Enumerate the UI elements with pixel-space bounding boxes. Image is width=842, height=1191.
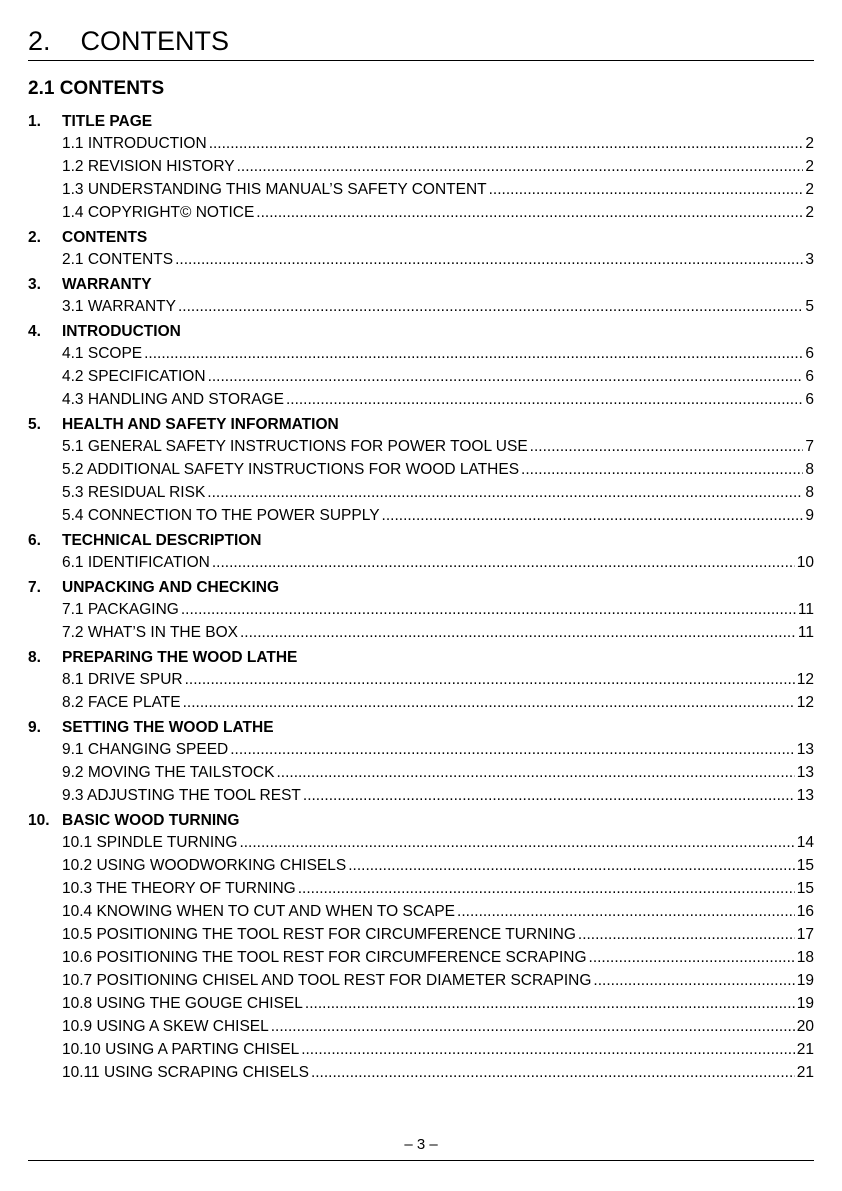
toc-entry-page-number: 13 <box>796 764 814 781</box>
toc-entry-label: 10.3 THE THEORY OF TURNING <box>62 880 296 897</box>
toc-entry[interactable] <box>62 179 814 202</box>
toc-entry[interactable] <box>62 343 814 366</box>
toc-entry-leader-dots <box>230 739 795 761</box>
toc-entry-page-number: 2 <box>805 158 814 175</box>
toc-entry-label: 7.2 WHAT’S IN THE BOX <box>62 624 238 641</box>
toc-entry-page-number: 19 <box>796 972 814 989</box>
toc-entry[interactable] <box>62 505 814 528</box>
toc-entry[interactable] <box>62 901 814 924</box>
toc-group-title: INTRODUCTION <box>62 323 181 340</box>
toc-entry[interactable] <box>62 156 814 179</box>
toc-entry-leader-dots <box>209 133 804 155</box>
toc-entry-leader-dots <box>175 249 803 271</box>
toc-entry[interactable] <box>62 133 814 156</box>
toc-entry-page-number: 13 <box>796 741 814 758</box>
toc-entry-page-number: 15 <box>796 880 814 897</box>
toc-entry-label: 1.3 UNDERSTANDING THIS MANUAL’S SAFETY CONTENT <box>62 181 487 198</box>
toc-entry[interactable] <box>62 622 814 645</box>
toc-group <box>28 111 814 225</box>
toc-group-header[interactable] <box>28 530 814 552</box>
toc-entry-leader-dots <box>521 459 803 481</box>
toc-entry-leader-dots <box>144 343 803 365</box>
toc-group-title: WARRANTY <box>62 276 152 293</box>
toc-entry-leader-dots <box>207 482 803 504</box>
toc-entry-label: 5.2 ADDITIONAL SAFETY INSTRUCTIONS FOR WOOD LATHES <box>62 461 520 478</box>
toc-entry[interactable] <box>62 552 814 575</box>
toc-entry-label: 6.1 IDENTIFICATION <box>62 554 210 571</box>
toc-entry-page-number: 8 <box>805 484 814 501</box>
toc-entry-page-number: 13 <box>796 787 814 804</box>
toc-entry-label: 10.2 USING WOODWORKING CHISELS <box>62 857 347 874</box>
toc-entry[interactable] <box>62 739 814 762</box>
toc-entry-leader-dots <box>271 1016 795 1038</box>
toc-entry-label: 10.7 POSITIONING CHISEL AND TOOL REST FOR DIAMETER SCRAPING <box>62 972 592 989</box>
toc-entry-page-number: 7 <box>805 438 814 455</box>
toc-entry[interactable] <box>62 993 814 1016</box>
toc-entry-page-number: 6 <box>805 391 814 408</box>
toc-entry-page-number: 11 <box>797 624 814 641</box>
toc-entry-label: 4.2 SPECIFICATION <box>62 368 206 385</box>
toc-entry-label: 3.1 WARRANTY <box>62 298 176 315</box>
toc-entry[interactable] <box>62 202 814 225</box>
toc-group-header[interactable] <box>28 321 814 343</box>
toc-entry-label: 9.1 CHANGING SPEED <box>62 741 229 758</box>
section-title: 2.1 CONTENTS <box>28 78 165 99</box>
toc-entry-leader-dots <box>240 622 796 644</box>
toc-entry[interactable] <box>62 296 814 319</box>
toc-group <box>28 647 814 715</box>
toc-entry-leader-dots <box>208 366 804 388</box>
toc-group-number: 8. <box>28 649 41 666</box>
toc-entry-leader-dots <box>578 924 795 946</box>
toc-entry-label: 7.1 PACKAGING <box>62 601 179 618</box>
toc-entry-page-number: 14 <box>796 834 814 851</box>
toc-group-title: TITLE PAGE <box>62 113 153 130</box>
toc-entry-page-number: 2 <box>805 181 814 198</box>
toc-entry[interactable] <box>62 249 814 272</box>
toc-entry-label: 1.1 INTRODUCTION <box>62 135 207 152</box>
toc-group-title: PREPARING THE WOOD LATHE <box>62 649 298 666</box>
toc-group-number: 10. <box>28 812 50 829</box>
toc-group-header[interactable] <box>28 577 814 599</box>
toc-entry[interactable] <box>62 692 814 715</box>
toc-group-title: BASIC WOOD TURNING <box>62 812 240 829</box>
page-number-footer: – 3 – <box>404 1136 438 1153</box>
toc-entry-page-number: 18 <box>796 949 814 966</box>
toc-entry-leader-dots <box>530 436 804 458</box>
toc-group-number: 2. <box>28 229 41 246</box>
toc-group-number: 5. <box>28 416 41 433</box>
toc-entry-leader-dots <box>286 389 803 411</box>
toc-entry[interactable] <box>62 878 814 901</box>
toc-entry-label: 10.4 KNOWING WHEN TO CUT AND WHEN TO SCAPE <box>62 903 456 920</box>
toc-group <box>28 810 814 1085</box>
toc-group <box>28 274 814 319</box>
toc-entry-label: 10.6 POSITIONING THE TOOL REST FOR CIRCUMFERENCE SCRAPING <box>62 949 587 966</box>
toc-entry-label: 4.1 SCOPE <box>62 345 143 362</box>
toc-entry-label: 4.3 HANDLING AND STORAGE <box>62 391 284 408</box>
toc-group <box>28 227 814 272</box>
toc-entry-leader-dots <box>181 599 796 621</box>
toc-group <box>28 717 814 808</box>
toc-group-header[interactable] <box>28 717 814 739</box>
toc-entry-leader-dots <box>311 1062 795 1084</box>
toc-entry-leader-dots <box>301 1039 795 1061</box>
toc-entry-leader-dots <box>489 179 804 201</box>
toc-entry[interactable] <box>62 762 814 785</box>
toc-entry-page-number: 8 <box>805 461 814 478</box>
toc-entry-label: 9.3 ADJUSTING THE TOOL REST <box>62 787 301 804</box>
toc-entry[interactable] <box>62 436 814 459</box>
toc-entry-page-number: 16 <box>796 903 814 920</box>
toc-group-header[interactable] <box>28 227 814 249</box>
toc-entry-page-number: 6 <box>805 345 814 362</box>
page-heading: 2. CONTENTS <box>28 26 230 56</box>
toc-entry-leader-dots <box>303 785 795 807</box>
toc-entry-label: 10.11 USING SCRAPING CHISELS <box>62 1064 309 1081</box>
toc-entry-page-number: 11 <box>797 601 814 618</box>
toc-group-header[interactable] <box>28 414 814 436</box>
footer-divider <box>28 1160 814 1161</box>
toc-group <box>28 577 814 645</box>
toc-entry-leader-dots <box>276 762 794 784</box>
toc-entry-label: 10.5 POSITIONING THE TOOL REST FOR CIRCUMFERENCE TURNING <box>62 926 576 943</box>
table-of-contents <box>28 111 814 1087</box>
toc-group-title: TECHNICAL DESCRIPTION <box>62 532 262 549</box>
toc-entry-page-number: 3 <box>805 251 814 268</box>
toc-entry-label: 10.9 USING A SKEW CHISEL <box>62 1018 269 1035</box>
toc-group-header[interactable] <box>28 111 814 133</box>
toc-entry-leader-dots <box>298 878 795 900</box>
toc-entry[interactable] <box>62 855 814 878</box>
toc-entry-label: 10.8 USING THE GOUGE CHISEL <box>62 995 303 1012</box>
toc-entry-leader-dots <box>593 970 794 992</box>
toc-entry-label: 1.4 COPYRIGHT© NOTICE <box>62 204 255 221</box>
toc-entry[interactable] <box>62 389 814 412</box>
toc-entry-label: 10.10 USING A PARTING CHISEL <box>62 1041 300 1058</box>
toc-group-number: 1. <box>28 113 41 130</box>
toc-entry-leader-dots <box>256 202 803 224</box>
toc-entry-label: 1.2 REVISION HISTORY <box>62 158 235 175</box>
toc-entry-label: 9.2 MOVING THE TAILSTOCK <box>62 764 275 781</box>
toc-entry-leader-dots <box>348 855 795 877</box>
toc-entry[interactable] <box>62 924 814 947</box>
toc-entry-leader-dots <box>183 692 795 714</box>
toc-entry-page-number: 15 <box>796 857 814 874</box>
toc-entry-page-number: 12 <box>796 694 814 711</box>
toc-entry-label: 5.1 GENERAL SAFETY INSTRUCTIONS FOR POWER TOOL USE <box>62 438 528 455</box>
toc-entry[interactable] <box>62 832 814 855</box>
toc-entry[interactable] <box>62 970 814 993</box>
toc-entry-page-number: 5 <box>805 298 814 315</box>
toc-group-number: 6. <box>28 532 41 549</box>
toc-group-title: UNPACKING AND CHECKING <box>62 579 279 596</box>
toc-entry-leader-dots <box>178 296 803 318</box>
toc-entry-page-number: 2 <box>805 204 814 221</box>
toc-entry-page-number: 6 <box>805 368 814 385</box>
toc-entry-label: 8.1 DRIVE SPUR <box>62 671 183 688</box>
toc-group-title: HEALTH AND SAFETY INFORMATION <box>62 416 339 433</box>
toc-entry-leader-dots <box>382 505 804 527</box>
toc-group <box>28 414 814 528</box>
toc-group-title: SETTING THE WOOD LATHE <box>62 719 274 736</box>
toc-entry-label: 8.2 FACE PLATE <box>62 694 181 711</box>
toc-entry-leader-dots <box>305 993 795 1015</box>
toc-group-header[interactable] <box>28 274 814 296</box>
toc-entry[interactable] <box>62 669 814 692</box>
toc-entry-label: 5.4 CONNECTION TO THE POWER SUPPLY <box>62 507 380 524</box>
toc-group-title: CONTENTS <box>62 229 148 246</box>
toc-entry[interactable] <box>62 1016 814 1039</box>
toc-entry-leader-dots <box>589 947 795 969</box>
toc-entry[interactable] <box>62 1039 814 1062</box>
toc-entry-page-number: 20 <box>796 1018 814 1035</box>
toc-entry-page-number: 21 <box>796 1064 814 1081</box>
toc-group <box>28 530 814 575</box>
toc-group-header[interactable] <box>28 647 814 669</box>
toc-entry-leader-dots <box>239 832 794 854</box>
toc-entry-leader-dots <box>212 552 795 574</box>
toc-entry[interactable] <box>62 947 814 970</box>
toc-entry-page-number: 17 <box>796 926 814 943</box>
toc-entry-label: 10.1 SPINDLE TURNING <box>62 834 238 851</box>
toc-entry[interactable] <box>62 599 814 622</box>
toc-entry-leader-dots <box>185 669 795 691</box>
toc-entry[interactable] <box>62 366 814 389</box>
toc-entry-leader-dots <box>237 156 804 178</box>
toc-group <box>28 321 814 412</box>
toc-entry[interactable] <box>62 482 814 505</box>
toc-entry-page-number: 10 <box>796 554 814 571</box>
toc-entry[interactable] <box>62 459 814 482</box>
toc-group-number: 9. <box>28 719 41 736</box>
toc-entry[interactable] <box>62 785 814 808</box>
toc-group-number: 3. <box>28 276 41 293</box>
toc-entry-page-number: 2 <box>805 135 814 152</box>
toc-entry-label: 5.3 RESIDUAL RISK <box>62 484 206 501</box>
toc-entry[interactable] <box>62 1062 814 1085</box>
toc-group-header[interactable] <box>28 810 814 832</box>
toc-entry-page-number: 12 <box>796 671 814 688</box>
toc-group-number: 7. <box>28 579 41 596</box>
toc-entry-page-number: 21 <box>796 1041 814 1058</box>
toc-entry-page-number: 19 <box>796 995 814 1012</box>
toc-group-number: 4. <box>28 323 41 340</box>
heading-divider <box>28 60 814 61</box>
toc-entry-label: 2.1 CONTENTS <box>62 251 174 268</box>
toc-entry-page-number: 9 <box>805 507 814 524</box>
toc-entry-leader-dots <box>457 901 795 923</box>
